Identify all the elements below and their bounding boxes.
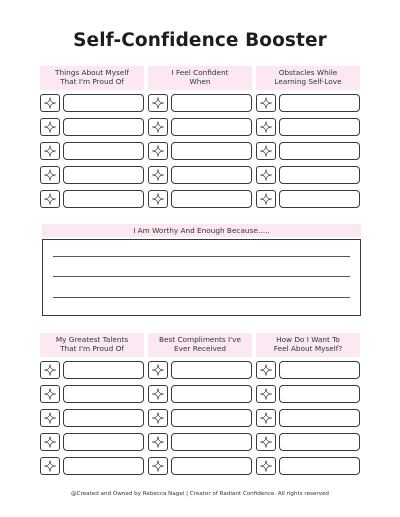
- header-line-1: My Greatest Talents: [55, 335, 129, 345]
- entry-row: [40, 409, 144, 427]
- worthy-writing-area[interactable]: [42, 239, 361, 316]
- entry-row: [40, 94, 144, 112]
- entry-row: [148, 385, 252, 403]
- sparkle-icon-box: [256, 385, 276, 403]
- writing-line: [53, 297, 350, 298]
- entry-box[interactable]: [63, 361, 144, 379]
- sparkle-icon-box: [148, 409, 168, 427]
- entry-row: [256, 385, 360, 403]
- sparkle-icon: [260, 364, 272, 376]
- entry-box[interactable]: [279, 166, 360, 184]
- entry-row: [40, 118, 144, 136]
- entry-box[interactable]: [279, 142, 360, 160]
- sparkle-icon: [152, 388, 164, 400]
- section-feel-about-myself: [256, 333, 360, 481]
- entry-row: [256, 94, 360, 112]
- sparkle-icon-box: [148, 361, 168, 379]
- writing-line: [53, 256, 350, 257]
- sparkle-icon: [44, 436, 56, 448]
- sparkle-icon-box: [148, 190, 168, 208]
- entry-box[interactable]: [171, 94, 252, 112]
- footer-credit: @Created and Owned by Rebecca Nagel | Creator of Radiant Confidence. All rights reserved: [71, 491, 329, 497]
- entry-row: [40, 166, 144, 184]
- sparkle-icon: [44, 460, 56, 472]
- section-worthy: [42, 224, 361, 316]
- entry-row: [256, 118, 360, 136]
- sparkle-icon: [260, 388, 272, 400]
- sparkle-icon-box: [256, 361, 276, 379]
- sparkle-icon: [260, 436, 272, 448]
- sparkle-icon-box: [148, 385, 168, 403]
- header-line-1: Best Compliments I've: [158, 335, 241, 345]
- entry-box[interactable]: [171, 433, 252, 451]
- entry-row: [148, 118, 252, 136]
- entry-box[interactable]: [279, 385, 360, 403]
- sparkle-icon: [152, 145, 164, 157]
- sparkle-icon-box: [256, 166, 276, 184]
- entry-box[interactable]: [63, 433, 144, 451]
- section-obstacles: [256, 66, 360, 214]
- entry-row: [256, 409, 360, 427]
- entry-box[interactable]: [279, 118, 360, 136]
- entry-box[interactable]: [63, 166, 144, 184]
- section-best-compliments: [148, 333, 252, 481]
- section-header: [40, 66, 144, 90]
- header-line-2: That I'm Proud Of: [60, 77, 124, 86]
- sparkle-icon-box: [256, 94, 276, 112]
- section-header: [256, 333, 360, 357]
- entry-row: [148, 361, 252, 379]
- entry-box[interactable]: [63, 457, 144, 475]
- section-greatest-talents: [40, 333, 144, 481]
- sparkle-icon-box: [40, 385, 60, 403]
- sparkle-icon: [152, 121, 164, 133]
- sparkle-icon-box: [148, 433, 168, 451]
- entry-box[interactable]: [63, 409, 144, 427]
- sparkle-icon: [152, 412, 164, 424]
- header-line-1: How Do I Want To: [276, 335, 340, 345]
- entry-row: [40, 385, 144, 403]
- sparkle-icon-box: [148, 457, 168, 475]
- sparkle-icon: [44, 193, 56, 205]
- header-line-1: Things About Myself: [55, 68, 129, 78]
- entry-box[interactable]: [279, 409, 360, 427]
- entry-box[interactable]: [171, 409, 252, 427]
- entry-row: [40, 142, 144, 160]
- sparkle-icon: [152, 169, 164, 181]
- entry-row: [40, 361, 144, 379]
- entry-box[interactable]: [171, 118, 252, 136]
- sparkle-icon-box: [40, 94, 60, 112]
- entry-row: [40, 433, 144, 451]
- entry-row: [256, 190, 360, 208]
- header-line-1: I Feel Confident: [171, 68, 229, 78]
- entry-row: [148, 94, 252, 112]
- sparkle-icon-box: [40, 142, 60, 160]
- section-header: [148, 66, 252, 90]
- sparkle-icon-box: [256, 457, 276, 475]
- sparkle-icon-box: [40, 361, 60, 379]
- sparkle-icon-box: [256, 142, 276, 160]
- sparkle-icon: [260, 145, 272, 157]
- header-line-2: Ever Received: [174, 344, 226, 353]
- writing-line: [53, 276, 350, 277]
- entry-box[interactable]: [171, 457, 252, 475]
- header-line-2: That I'm Proud Of: [60, 344, 124, 353]
- entry-row: [148, 190, 252, 208]
- header-line-2: Feel About Myself?: [273, 344, 343, 353]
- entry-row: [148, 409, 252, 427]
- sparkle-icon: [152, 364, 164, 376]
- sparkle-icon: [44, 145, 56, 157]
- entry-row: [148, 433, 252, 451]
- entry-row: [256, 142, 360, 160]
- entry-box[interactable]: [279, 433, 360, 451]
- entry-box[interactable]: [63, 385, 144, 403]
- entry-row: [256, 166, 360, 184]
- entry-row: [256, 433, 360, 451]
- sparkle-icon-box: [40, 457, 60, 475]
- worthy-header: [42, 224, 361, 237]
- sparkle-icon-box: [148, 118, 168, 136]
- entry-box[interactable]: [171, 385, 252, 403]
- entry-box[interactable]: [63, 118, 144, 136]
- sparkle-icon-box: [40, 190, 60, 208]
- sparkle-icon-box: [40, 409, 60, 427]
- sparkle-icon: [260, 169, 272, 181]
- section-proud-things: [40, 66, 144, 214]
- header-line-1: Obstacles While: [278, 68, 338, 78]
- section-header: [40, 333, 144, 357]
- entry-row: [148, 142, 252, 160]
- worthy-label: I Am Worthy And Enough Because…..: [133, 226, 270, 235]
- entry-box[interactable]: [63, 142, 144, 160]
- header-line-2: Learning Self-Love: [274, 77, 342, 86]
- entry-row: [256, 361, 360, 379]
- sparkle-icon-box: [40, 166, 60, 184]
- entry-box[interactable]: [63, 94, 144, 112]
- sparkle-icon: [260, 97, 272, 109]
- sparkle-icon: [260, 193, 272, 205]
- entry-box[interactable]: [171, 190, 252, 208]
- entry-box[interactable]: [279, 457, 360, 475]
- sparkle-icon: [152, 193, 164, 205]
- entry-box[interactable]: [279, 361, 360, 379]
- entry-box[interactable]: [171, 142, 252, 160]
- entry-box[interactable]: [279, 94, 360, 112]
- sparkle-icon: [44, 388, 56, 400]
- sparkle-icon-box: [40, 118, 60, 136]
- sparkle-icon: [44, 169, 56, 181]
- section-header: [256, 66, 360, 90]
- sparkle-icon: [44, 97, 56, 109]
- entry-box[interactable]: [171, 166, 252, 184]
- entry-row: [40, 457, 144, 475]
- sparkle-icon: [44, 364, 56, 376]
- sparkle-icon-box: [256, 118, 276, 136]
- sparkle-icon: [260, 460, 272, 472]
- section-feel-confident: [148, 66, 252, 214]
- sparkle-icon: [260, 412, 272, 424]
- sparkle-icon: [152, 97, 164, 109]
- sparkle-icon: [152, 460, 164, 472]
- entry-row: [148, 457, 252, 475]
- sparkle-icon-box: [256, 433, 276, 451]
- sparkle-icon: [44, 412, 56, 424]
- sparkle-icon-box: [256, 409, 276, 427]
- entry-box[interactable]: [63, 190, 144, 208]
- entry-row: [40, 190, 144, 208]
- entry-box[interactable]: [279, 190, 360, 208]
- sparkle-icon-box: [256, 190, 276, 208]
- page-title: Self-Confidence Booster: [73, 30, 327, 51]
- sparkle-icon-box: [148, 142, 168, 160]
- sparkle-icon: [260, 121, 272, 133]
- entry-box[interactable]: [171, 361, 252, 379]
- sparkle-icon-box: [40, 433, 60, 451]
- sparkle-icon: [44, 121, 56, 133]
- section-header: [148, 333, 252, 357]
- sparkle-icon-box: [148, 166, 168, 184]
- sparkle-icon-box: [148, 94, 168, 112]
- sparkle-icon: [152, 436, 164, 448]
- header-line-2: When: [189, 77, 211, 86]
- entry-row: [256, 457, 360, 475]
- entry-row: [148, 166, 252, 184]
